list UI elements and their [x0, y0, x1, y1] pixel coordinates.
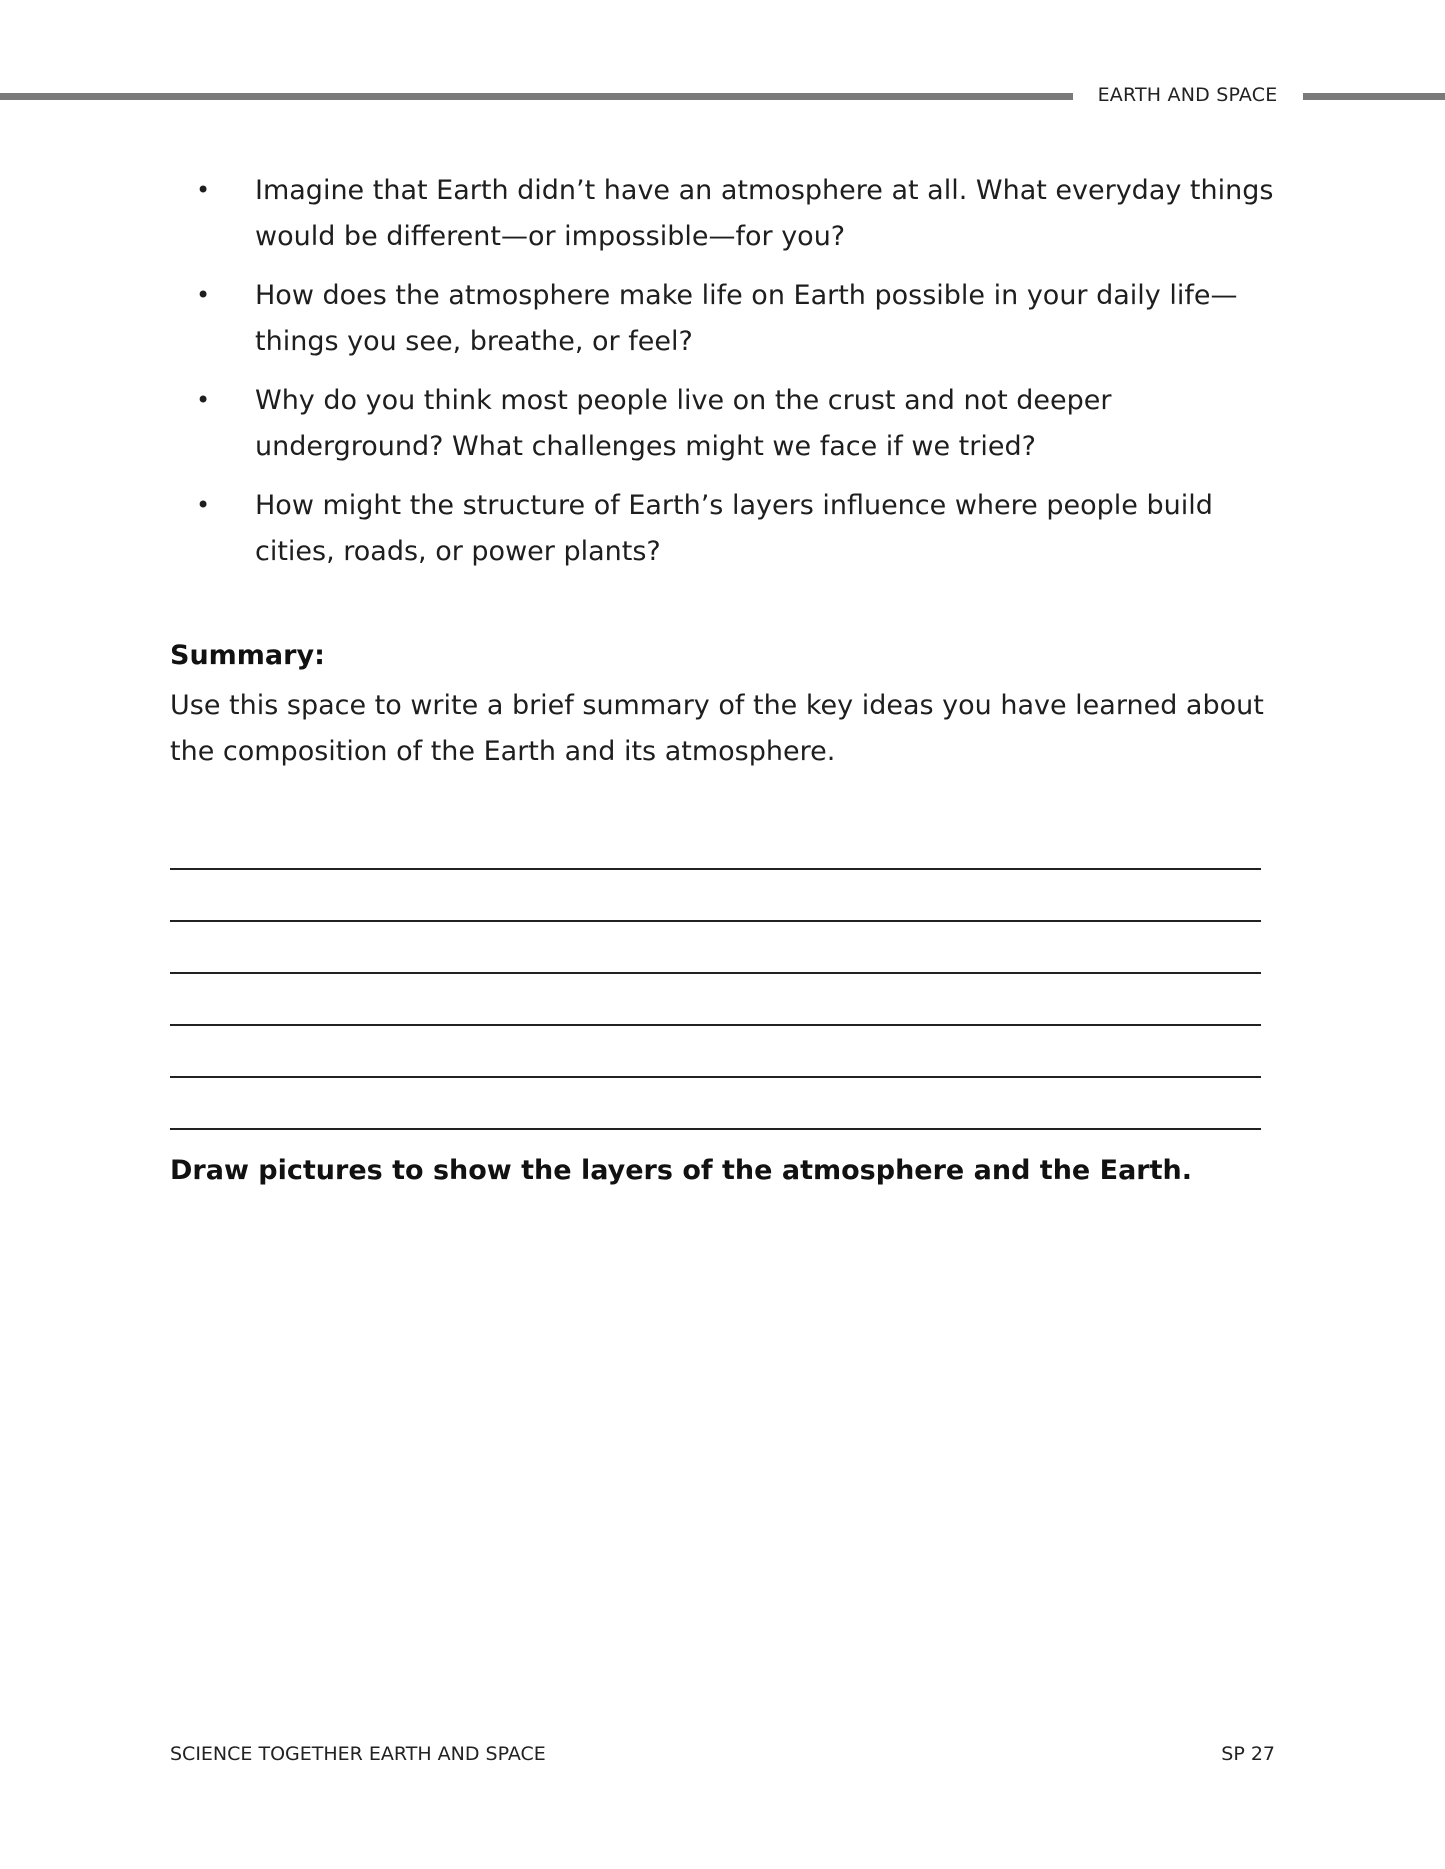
question-text: How does the atmosphere make life on Earth possible in your daily life—things you see, breathe, or feel? [255, 280, 1238, 357]
question-text: Imagine that Earth didn’t have an atmosphere at all. What everyday things would be different—or impossible—for you? [255, 175, 1274, 252]
question-item [190, 483, 1290, 574]
footer-book-title: SCIENCE TOGETHER EARTH AND SPACE [170, 1743, 546, 1765]
summary-instructions: Use this space to write a brief summary of the key ideas you have learned about the composition of the Earth and its atmosphere. [170, 690, 1264, 767]
question-item [190, 273, 1290, 364]
drawing-prompt: Draw pictures to show the layers of the atmosphere and the Earth. [170, 1155, 1193, 1186]
bullet-icon: • [196, 491, 211, 519]
bullet-icon: • [196, 281, 211, 309]
summary-heading: Summary: [170, 640, 325, 671]
question-text: How might the structure of Earth’s layers influence where people build cities, roads, or power plants? [255, 490, 1213, 567]
bullet-icon: • [196, 386, 211, 414]
section-title: EARTH AND SPACE [1097, 84, 1278, 106]
question-list [190, 168, 1290, 588]
writing-line[interactable] [170, 1026, 1261, 1078]
question-item [190, 378, 1290, 469]
question-item [190, 168, 1290, 259]
summary-writing-area[interactable] [170, 818, 1261, 1130]
writing-line[interactable] [170, 922, 1261, 974]
bullet-icon: • [196, 176, 211, 204]
footer-page-number: SP 27 [1221, 1743, 1275, 1765]
header-rule-left [0, 93, 1073, 100]
writing-line[interactable] [170, 870, 1261, 922]
writing-line[interactable] [170, 1078, 1261, 1130]
writing-line[interactable] [170, 974, 1261, 1026]
question-text: Why do you think most people live on the crust and not deeper underground? What challenges might we face if we tried? [255, 385, 1112, 462]
header-rule-right [1303, 93, 1445, 100]
writing-line[interactable] [170, 818, 1261, 870]
drawing-area[interactable] [170, 1210, 1275, 1710]
